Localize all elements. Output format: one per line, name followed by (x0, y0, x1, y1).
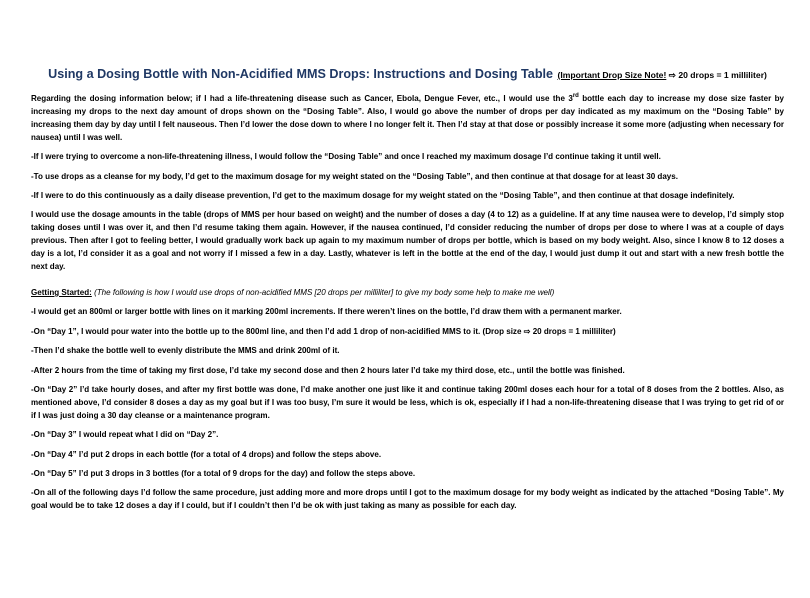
getting-started-subtitle: (The following is how I would use drops of non-acidified MMS [20 drops per milliliter] to give my body some help to make me well) (94, 287, 555, 297)
drop-size-note-text: 20 drops = 1 milliliter) (678, 70, 767, 80)
intro-text-start: Regarding the dosing information below; if I had a life-threatening disease such as Cancer, Ebola, Dengue Fever, etc., I would use the 3 (31, 94, 573, 103)
drop-size-note-label: (Important Drop Size Note! (557, 70, 667, 80)
intro-superscript: rd (572, 93, 579, 99)
paragraph-non-life-threatening: -If I were trying to overcome a non-life-threatening illness, I would follow the “Dosing Table” and once I reached my maximum dosage I’d continue taking it until well. (31, 152, 661, 162)
right-arrow-icon: ⇨ (523, 326, 531, 336)
step-day-5: -On “Day 5” I’d put 3 drops in 3 bottles (for a total of 9 drops for the day) and follow the steps above. (31, 468, 416, 478)
paragraph-cleanse: -To use drops as a cleanse for my body, I’d get to the maximum dosage for my weight stated on the “Dosing Table”, and then continue at that dosage for at least 30 days. (31, 171, 678, 181)
intro-paragraph (31, 93, 784, 145)
step-shake: -Then I’d shake the bottle well to evenly distribute the MMS and drink 200ml of it. (31, 346, 340, 356)
step-day-1-note: 20 drops = 1 milliliter) (532, 326, 616, 336)
step-day-1 (31, 326, 784, 339)
paragraph-dosage-guideline: I would use the dosage amounts in the table (drops of MMS per hour based on weight) and the number of doses a day (4 to 12) as a guideline. If at any time nausea were to develop, I’d simply stop taking doses until I was over it, and then I’d resume taking them again. However, if the nausea continued, I’d consider reducing the number of drops per dose to where I was at a couple of days previous. Then after I got to feeling better, I would gradually work back up again to my maximum number of drops per bottle, which is based on my body weight. Also, since I know 8 to 12 doses a day is a lot, I’d consider it as a goal and not worry if I missed a few in a day. Lastly, whatever is left in the bottle at the end of the day, I would just dump it out and start with a new fresh bottle the next day. (31, 210, 784, 271)
title-line (31, 67, 784, 82)
step-day-1-text: -On “Day 1”, I would pour water into the bottle up to the 800ml line, and then I’d add 1 drop of non-acidified MMS to it. (Drop size (31, 326, 522, 336)
step-interval: -After 2 hours from the time of taking my first dose, I’d take my second dose and then 2 hours later I’d take my third dose, etc., until the bottle was finished. (31, 365, 625, 375)
document-title: Using a Dosing Bottle with Non-Acidified MMS Drops: Instructions and Dosing Table (48, 67, 554, 81)
step-day-4: -On “Day 4” I’d put 2 drops in each bottle (for a total of 4 drops) and follow the steps above. (31, 449, 382, 459)
paragraph-prevention: -If I were to do this continuously as a daily disease prevention, I’d get to the maximum dosage for my weight stated on the “Dosing Table”, and then continue at that dosage indefinitely. (31, 190, 735, 200)
drop-size-note (557, 70, 766, 80)
intro-text-end: bottle each day to increase my dose size faster by increasing my drops to the next day amount of drops shown on the “Dosing Table”. Also, I would go above the number of drops per day indicated as my maximum on the “Dosing Table” by increasing them day by day until I felt nauseous. Then I’d lower the dose down to where I no longer felt it. Then I’d stay at that dose or possibly increase it some more (adjusting when necessary for nausea) until I was well. (31, 94, 784, 142)
step-day-2: -On “Day 2” I’d take hourly doses, and after my first bottle was done, I’d make another one just like it and continue taking 200ml doses each hour for a total of 8 doses from the 2 bottles. Also, as mentioned above, I’d consider 8 doses a day as my goal but if I was too busy, I’m sure it would be less, which is ok, especially if I had a non-life-threatening disease that I was trying to get rid of or if I was just doing a 30 day cleanse or a maintenance program. (31, 384, 784, 420)
step-day-3: -On “Day 3” I would repeat what I did on “Day 2”. (31, 430, 219, 440)
getting-started-heading: Getting Started: (31, 287, 92, 297)
step-following-days: -On all of the following days I’d follow the same procedure, just adding more and more drops until I got to the maximum dosage for my body weight as indicated by the attached “Dosing Table”. My goal would be to take 12 doses a day if I could, but if I couldn’t then I’d be ok with just taking as many as possible for each day. (31, 488, 784, 511)
right-arrow-icon: ⇨ (668, 70, 676, 80)
step-bottle: -I would get an 800ml or larger bottle with lines on it marking 200ml increments. If there weren’t lines on the bottle, I’d draw them with a permanent marker. (31, 307, 622, 317)
getting-started-line (31, 287, 784, 300)
